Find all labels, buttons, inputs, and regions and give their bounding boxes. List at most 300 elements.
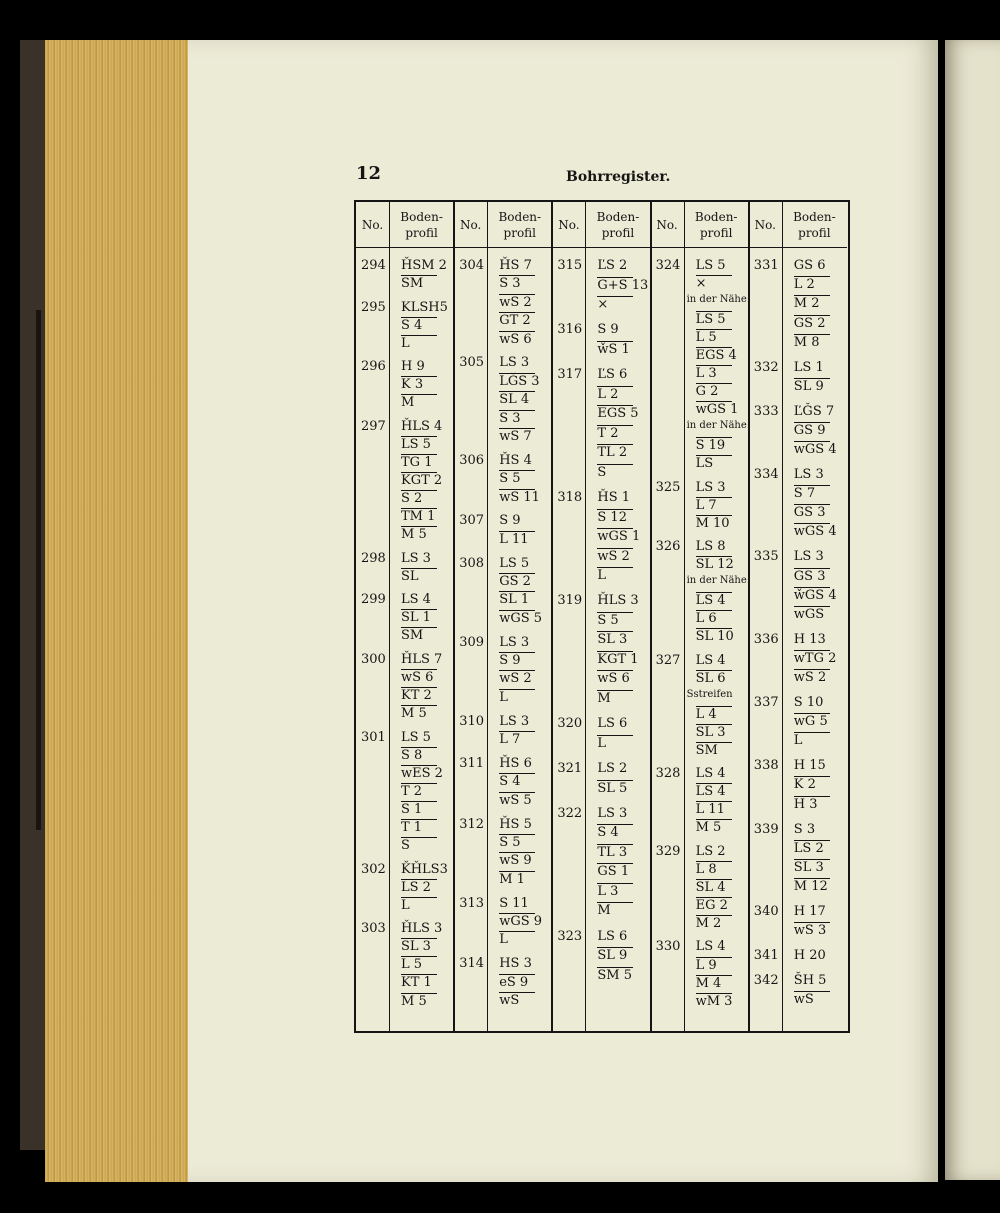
layer-line <box>696 437 732 438</box>
boring-number: 337 <box>753 695 779 710</box>
layer-line <box>401 897 437 898</box>
profile-layer: ȞSM 2 <box>401 258 447 273</box>
profile-layer: LS 2 <box>793 840 824 856</box>
header-no-label: No. <box>361 217 384 232</box>
layer-line <box>597 548 633 549</box>
layer-line <box>794 713 830 714</box>
layer-line <box>597 780 633 781</box>
boring-number: 311 <box>459 756 485 772</box>
layer-line <box>499 312 535 313</box>
profile-layer: L 7 <box>695 497 717 513</box>
profile-layer: TL 3 <box>597 844 628 860</box>
boring-number: 335 <box>753 549 779 565</box>
boring-number: 313 <box>459 895 485 911</box>
layer-line <box>696 801 732 802</box>
profile-layer: S 4 <box>499 774 521 790</box>
profile-layer: wTG 2 <box>793 650 837 666</box>
profile-layer: LS 2 <box>695 843 726 859</box>
header-no <box>651 202 684 248</box>
boring-number: 342 <box>753 972 779 988</box>
profile-layer: S <box>597 464 607 480</box>
layer-line <box>696 975 732 976</box>
profile-layer: wG 5 <box>793 714 828 730</box>
layer-line <box>794 991 830 992</box>
profile-layer: LS 4 <box>695 652 726 668</box>
profile-layer: SL 4 <box>499 392 530 408</box>
profile-layer: M <box>401 395 415 411</box>
profile-layer: M <box>597 690 611 706</box>
profile-layer: L 5 <box>695 330 717 346</box>
boring-number: 321 <box>557 761 583 777</box>
profile-layer: M 2 <box>793 296 820 312</box>
profile-layer: LS 4 <box>695 593 726 609</box>
profile-layer: LS 3 <box>401 550 431 566</box>
layer-line <box>696 311 732 312</box>
profile-layer: GS 3 <box>793 505 826 521</box>
profile-layer: wS 9 <box>499 853 532 869</box>
profile-layer: LS <box>695 456 714 472</box>
profile-layer: L 11 <box>695 802 725 818</box>
boring-number: 304 <box>459 258 485 273</box>
profile-layer: wS 2 <box>499 671 532 687</box>
layer-line <box>499 331 535 332</box>
profile-layer: SL <box>401 568 419 584</box>
layer-line <box>401 376 437 377</box>
boring-number: 323 <box>557 928 583 944</box>
layer-line <box>499 275 535 276</box>
profile-layer: wM 3 <box>695 993 733 1009</box>
layer-line <box>499 373 535 374</box>
profile-layer: M 5 <box>401 993 427 1009</box>
profile-layer: S 3 <box>499 410 521 426</box>
profile-layer: wS 7 <box>499 428 532 444</box>
layer-line <box>794 422 830 423</box>
profile-layer: KGT 1 <box>597 651 639 667</box>
profile-layer: LS 5 <box>695 312 726 328</box>
layer-line <box>696 879 732 880</box>
layer-line <box>597 631 633 632</box>
profile-layer: S 2 <box>401 491 423 507</box>
profile-layer: wS 2 <box>499 294 532 310</box>
boring-number: 312 <box>459 816 485 832</box>
layer-line <box>499 573 535 574</box>
header-profile <box>585 202 650 248</box>
profile-layer: SL 4 <box>695 879 726 895</box>
layer-line <box>794 669 830 670</box>
layer-line <box>794 485 830 486</box>
header-profile-top: Boden- <box>793 209 836 224</box>
boring-number: 306 <box>459 452 485 468</box>
layer-line <box>794 587 830 588</box>
profile-layer: SL 12 <box>695 557 734 573</box>
layer-line <box>499 913 535 914</box>
layer-line <box>499 428 535 429</box>
profile-layer: wS 6 <box>401 670 434 686</box>
layer-line <box>401 956 437 957</box>
profile-layer: TM 1 <box>401 509 436 525</box>
layer-line <box>401 938 437 939</box>
profile-layer: M 5 <box>401 706 427 722</box>
layer-line <box>401 819 437 820</box>
layer-line <box>696 783 732 784</box>
boring-number: 326 <box>655 539 681 555</box>
header-profile <box>389 202 454 248</box>
layer-line <box>597 386 633 387</box>
header-profile-label <box>684 202 749 247</box>
profile-layer: ĽǦS 7 <box>793 403 835 419</box>
profile-layer: L 8 <box>695 861 717 877</box>
profile-layer: wGS 4 <box>793 442 837 457</box>
profile-layer: wS 2 <box>793 670 827 686</box>
layer-line <box>597 277 633 278</box>
boring-number: 328 <box>655 766 681 782</box>
profile-layer: K 3 <box>401 377 424 393</box>
boring-number: 305 <box>459 355 485 371</box>
profile-layer: S 5 <box>499 471 521 487</box>
no-divider <box>487 202 488 1031</box>
profile-layer: ȞLS 3 <box>597 593 639 609</box>
layer-line <box>696 861 732 862</box>
layer-line <box>597 863 633 864</box>
profile-layer: LS 3 <box>499 713 530 729</box>
profile-layer: T 1 <box>401 820 423 836</box>
profile-layer: SL 5 <box>597 780 628 796</box>
layer-line <box>401 765 437 766</box>
layer-line <box>794 776 830 777</box>
layer-line <box>794 523 830 524</box>
layer-line <box>401 783 437 784</box>
profile-layer: ȞS 5 <box>499 816 532 832</box>
layer-line <box>794 922 830 923</box>
profile-layer: LS 8 <box>695 539 726 555</box>
header-no <box>749 202 782 248</box>
layer-line <box>794 840 830 841</box>
profile-layer: SL 9 <box>793 378 824 394</box>
layer-line <box>696 365 732 366</box>
header-profile <box>684 202 749 248</box>
profile-layer: SL 1 <box>499 592 530 608</box>
layer-line <box>499 931 535 932</box>
profile-layer: EGS 4 <box>695 348 737 364</box>
layer-line <box>696 897 732 898</box>
layer-line <box>696 556 732 557</box>
layer-line <box>499 591 535 592</box>
facing-page <box>945 40 1000 1180</box>
layer-line <box>597 844 633 845</box>
boring-number: 333 <box>753 403 779 419</box>
profile-layer: GS 3 <box>793 568 826 584</box>
profile-layer: S 4 <box>401 317 423 333</box>
layer-line <box>794 315 830 316</box>
boring-number: 307 <box>459 513 485 529</box>
layer-line <box>794 568 830 569</box>
profile-layer: ȞS 1 <box>597 490 631 506</box>
page-number: 12 <box>356 163 382 184</box>
profile-note: in der Nähe: <box>686 420 751 432</box>
layer-line <box>597 690 633 691</box>
profile-layer: M 2 <box>695 916 722 932</box>
layer-line <box>794 606 830 607</box>
boring-number: 319 <box>557 593 583 609</box>
profile-layer: ȞLS 4 <box>401 418 443 434</box>
layer-line <box>794 441 830 442</box>
profile-layer: w̌S 1 <box>597 341 630 357</box>
boring-number: 309 <box>459 634 485 650</box>
layer-line <box>696 670 732 671</box>
header-profile-top: Boden- <box>498 209 542 224</box>
layer-line <box>794 796 830 797</box>
layer-line <box>401 609 437 610</box>
profile-layer: S 7 <box>793 486 816 502</box>
profile-layer: LS 2 <box>401 879 431 895</box>
header-profile-bottom: profil <box>798 225 831 240</box>
profile-layer: L <box>597 735 607 751</box>
layer-line <box>401 335 437 336</box>
profile-layer: LS 3 <box>793 466 824 482</box>
boring-number: 297 <box>361 418 386 434</box>
profile-layer: w̌GS 4 <box>793 587 837 603</box>
layer-line <box>696 628 732 629</box>
profile-layer: wGS 5 <box>499 610 543 626</box>
layer-line <box>794 504 830 505</box>
profile-layer: S 11 <box>499 895 529 911</box>
header-profile-top: Boden- <box>596 209 640 224</box>
profile-layer: SM <box>401 628 424 644</box>
layer-line <box>597 567 633 568</box>
layer-line <box>597 735 633 736</box>
layer-line <box>401 317 437 318</box>
profile-layer: GS 6 <box>793 258 826 273</box>
profile-layer: L <box>499 932 508 948</box>
layer-line <box>499 470 535 471</box>
header-profile-label <box>389 202 454 247</box>
layer-line <box>499 974 535 975</box>
profile-layer: SL 9 <box>597 948 628 964</box>
header-profile-bottom: profil <box>699 225 733 240</box>
boring-number: 327 <box>655 652 681 668</box>
profile-layer: S <box>401 838 410 854</box>
layer-line <box>794 878 830 879</box>
profile-layer: ȞS 4 <box>499 452 532 468</box>
layer-line <box>597 902 633 903</box>
layer-line <box>499 731 535 732</box>
profile-layer: KLSH5 <box>401 299 448 315</box>
layer-line <box>696 497 732 498</box>
profile-layer: L <box>597 568 607 584</box>
profile-layer: L <box>793 733 803 749</box>
profile-layer: M 10 <box>695 515 730 531</box>
profile-layer: × <box>597 297 609 312</box>
boring-number: 308 <box>459 555 485 571</box>
column-divider <box>748 202 750 1031</box>
layer-line <box>597 405 633 406</box>
layer-line <box>401 747 437 748</box>
profile-layer: GS 9 <box>793 422 826 438</box>
profile-layer: LS 4 <box>695 766 726 782</box>
profile-layer: H 20 <box>793 948 826 963</box>
profile-layer: K 2 <box>793 777 816 793</box>
layer-line <box>597 464 633 465</box>
header-no-label: No. <box>558 217 580 232</box>
profile-layer: TL 2 <box>597 445 628 461</box>
profile-layer: H 3 <box>793 796 818 812</box>
layer-line <box>499 410 535 411</box>
profile-layer: eS 9 <box>499 974 529 990</box>
header-profile <box>487 202 552 248</box>
layer-line <box>794 732 830 733</box>
layer-line <box>499 792 535 793</box>
boring-number: 324 <box>655 258 681 273</box>
layer-line <box>794 378 830 379</box>
profile-note: in der Nähe: <box>686 575 751 587</box>
layer-line <box>499 294 535 295</box>
profile-layer: KGT 2 <box>401 473 443 489</box>
profile-layer: SL 3 <box>793 859 824 875</box>
layer-line <box>401 837 437 838</box>
profile-layer: GS 2 <box>793 315 826 331</box>
layer-line <box>499 670 535 671</box>
layer-line <box>597 967 633 968</box>
profile-layer: M 12 <box>793 879 828 894</box>
profile-layer: wS 11 <box>499 489 540 505</box>
header-profile-bottom: profil <box>405 225 438 240</box>
boring-number: 294 <box>361 258 386 273</box>
profile-layer: S 5 <box>597 612 619 628</box>
boring-number: 320 <box>557 716 583 732</box>
layer-line <box>401 993 437 994</box>
boring-number: 338 <box>753 758 779 774</box>
layer-line <box>499 391 535 392</box>
layer-line <box>401 974 437 975</box>
layer-line <box>499 852 535 853</box>
boring-number: 322 <box>557 805 583 821</box>
boring-number: 295 <box>361 299 386 315</box>
profile-layer: S 8 <box>401 747 423 763</box>
profile-layer: ĽS 2 <box>597 258 628 273</box>
profile-layer: S 12 <box>597 509 627 525</box>
no-divider <box>684 202 685 1031</box>
no-divider <box>782 202 783 1031</box>
layer-line <box>401 472 437 473</box>
layer-line <box>696 610 732 611</box>
profile-layer: LS 3 <box>499 634 530 650</box>
profile-layer: LǦS 3 <box>499 373 540 389</box>
column-divider <box>453 202 455 1031</box>
profile-note: Sstreifen <box>686 688 733 700</box>
layer-line <box>696 515 732 516</box>
profile-layer: GS 2 <box>499 574 531 590</box>
layer-line <box>696 706 732 707</box>
profile-layer: wGS 1 <box>695 402 739 418</box>
profile-layer: M 5 <box>695 820 722 836</box>
profile-layer: ȞS 7 <box>499 258 532 273</box>
profile-layer: wS 2 <box>597 548 630 564</box>
profile-layer: ĽS 6 <box>597 367 628 383</box>
profile-layer: LS 2 <box>597 761 628 777</box>
boring-number: 299 <box>361 592 386 608</box>
layer-line <box>401 490 437 491</box>
header-profile-top: Boden- <box>694 209 738 224</box>
layer-line <box>499 773 535 774</box>
profile-layer: S 3 <box>499 276 521 292</box>
profile-layer: S 19 <box>695 438 726 454</box>
profile-layer: SL 6 <box>695 670 726 686</box>
layer-line <box>401 454 437 455</box>
profile-layer: SL 10 <box>695 629 734 645</box>
profile-layer: LS 4 <box>401 592 431 608</box>
boring-number: 318 <box>557 490 583 506</box>
boring-number: 330 <box>655 939 681 955</box>
layer-line <box>401 669 437 670</box>
profile-layer: wES 2 <box>401 765 443 781</box>
profile-layer: SM 5 <box>597 967 633 983</box>
layer-line <box>696 993 732 994</box>
layer-line <box>401 394 437 395</box>
layer-line <box>401 705 437 706</box>
profile-layer: M 1 <box>499 871 525 887</box>
profile-layer: wGS <box>793 606 825 622</box>
profile-layer: ȞLS 7 <box>401 651 443 667</box>
profile-layer: wS <box>499 993 520 1009</box>
profile-layer: L 3 <box>695 366 717 382</box>
profile-layer: L 9 <box>695 957 717 973</box>
boring-number: 298 <box>361 550 386 566</box>
header-profile-label <box>487 202 552 247</box>
layer-line <box>597 296 633 297</box>
profile-layer: S 10 <box>793 695 824 710</box>
profile-layer: T 2 <box>597 425 619 441</box>
profile-layer: S 5 <box>499 835 521 851</box>
header-profile-label <box>585 202 650 247</box>
profile-layer: wS 3 <box>793 923 827 939</box>
boring-number: 332 <box>753 359 779 375</box>
profile-layer: LS 3 <box>695 479 726 495</box>
boring-number: 303 <box>361 921 386 937</box>
profile-layer: GS 1 <box>597 864 630 880</box>
layer-line <box>794 859 830 860</box>
profile-layer: LS 6 <box>597 716 628 732</box>
profile-layer: M 5 <box>401 527 427 543</box>
profile-layer: S 4 <box>597 825 619 841</box>
profile-layer: LS 5 <box>401 436 431 452</box>
profile-layer: GT 2 <box>499 313 531 329</box>
profile-layer: S 9 <box>499 653 521 669</box>
profile-layer: S 3 <box>793 821 816 837</box>
header-profile-top: Boden- <box>400 209 443 224</box>
profile-note: in der Nähe: <box>686 294 751 306</box>
profile-layer: M 4 <box>695 975 722 991</box>
profile-layer: TG 1 <box>401 454 433 470</box>
layer-line <box>597 947 633 948</box>
profile-layer: × <box>695 276 707 292</box>
layer-line <box>597 341 633 342</box>
profile-layer: LS 4 <box>695 784 726 800</box>
layer-line <box>696 592 732 593</box>
profile-layer: SM <box>695 742 718 758</box>
layer-line <box>696 329 732 330</box>
layer-line <box>696 957 732 958</box>
profile-layer: T 2 <box>401 783 423 799</box>
boring-number: 314 <box>459 956 485 972</box>
column-divider <box>551 202 553 1031</box>
boring-number: 300 <box>361 651 386 667</box>
profile-layer: L 4 <box>695 706 717 722</box>
layer-line <box>401 627 437 628</box>
layer-line <box>499 834 535 835</box>
layer-line <box>597 509 633 510</box>
layer-line <box>597 425 633 426</box>
layer-line <box>794 334 830 335</box>
